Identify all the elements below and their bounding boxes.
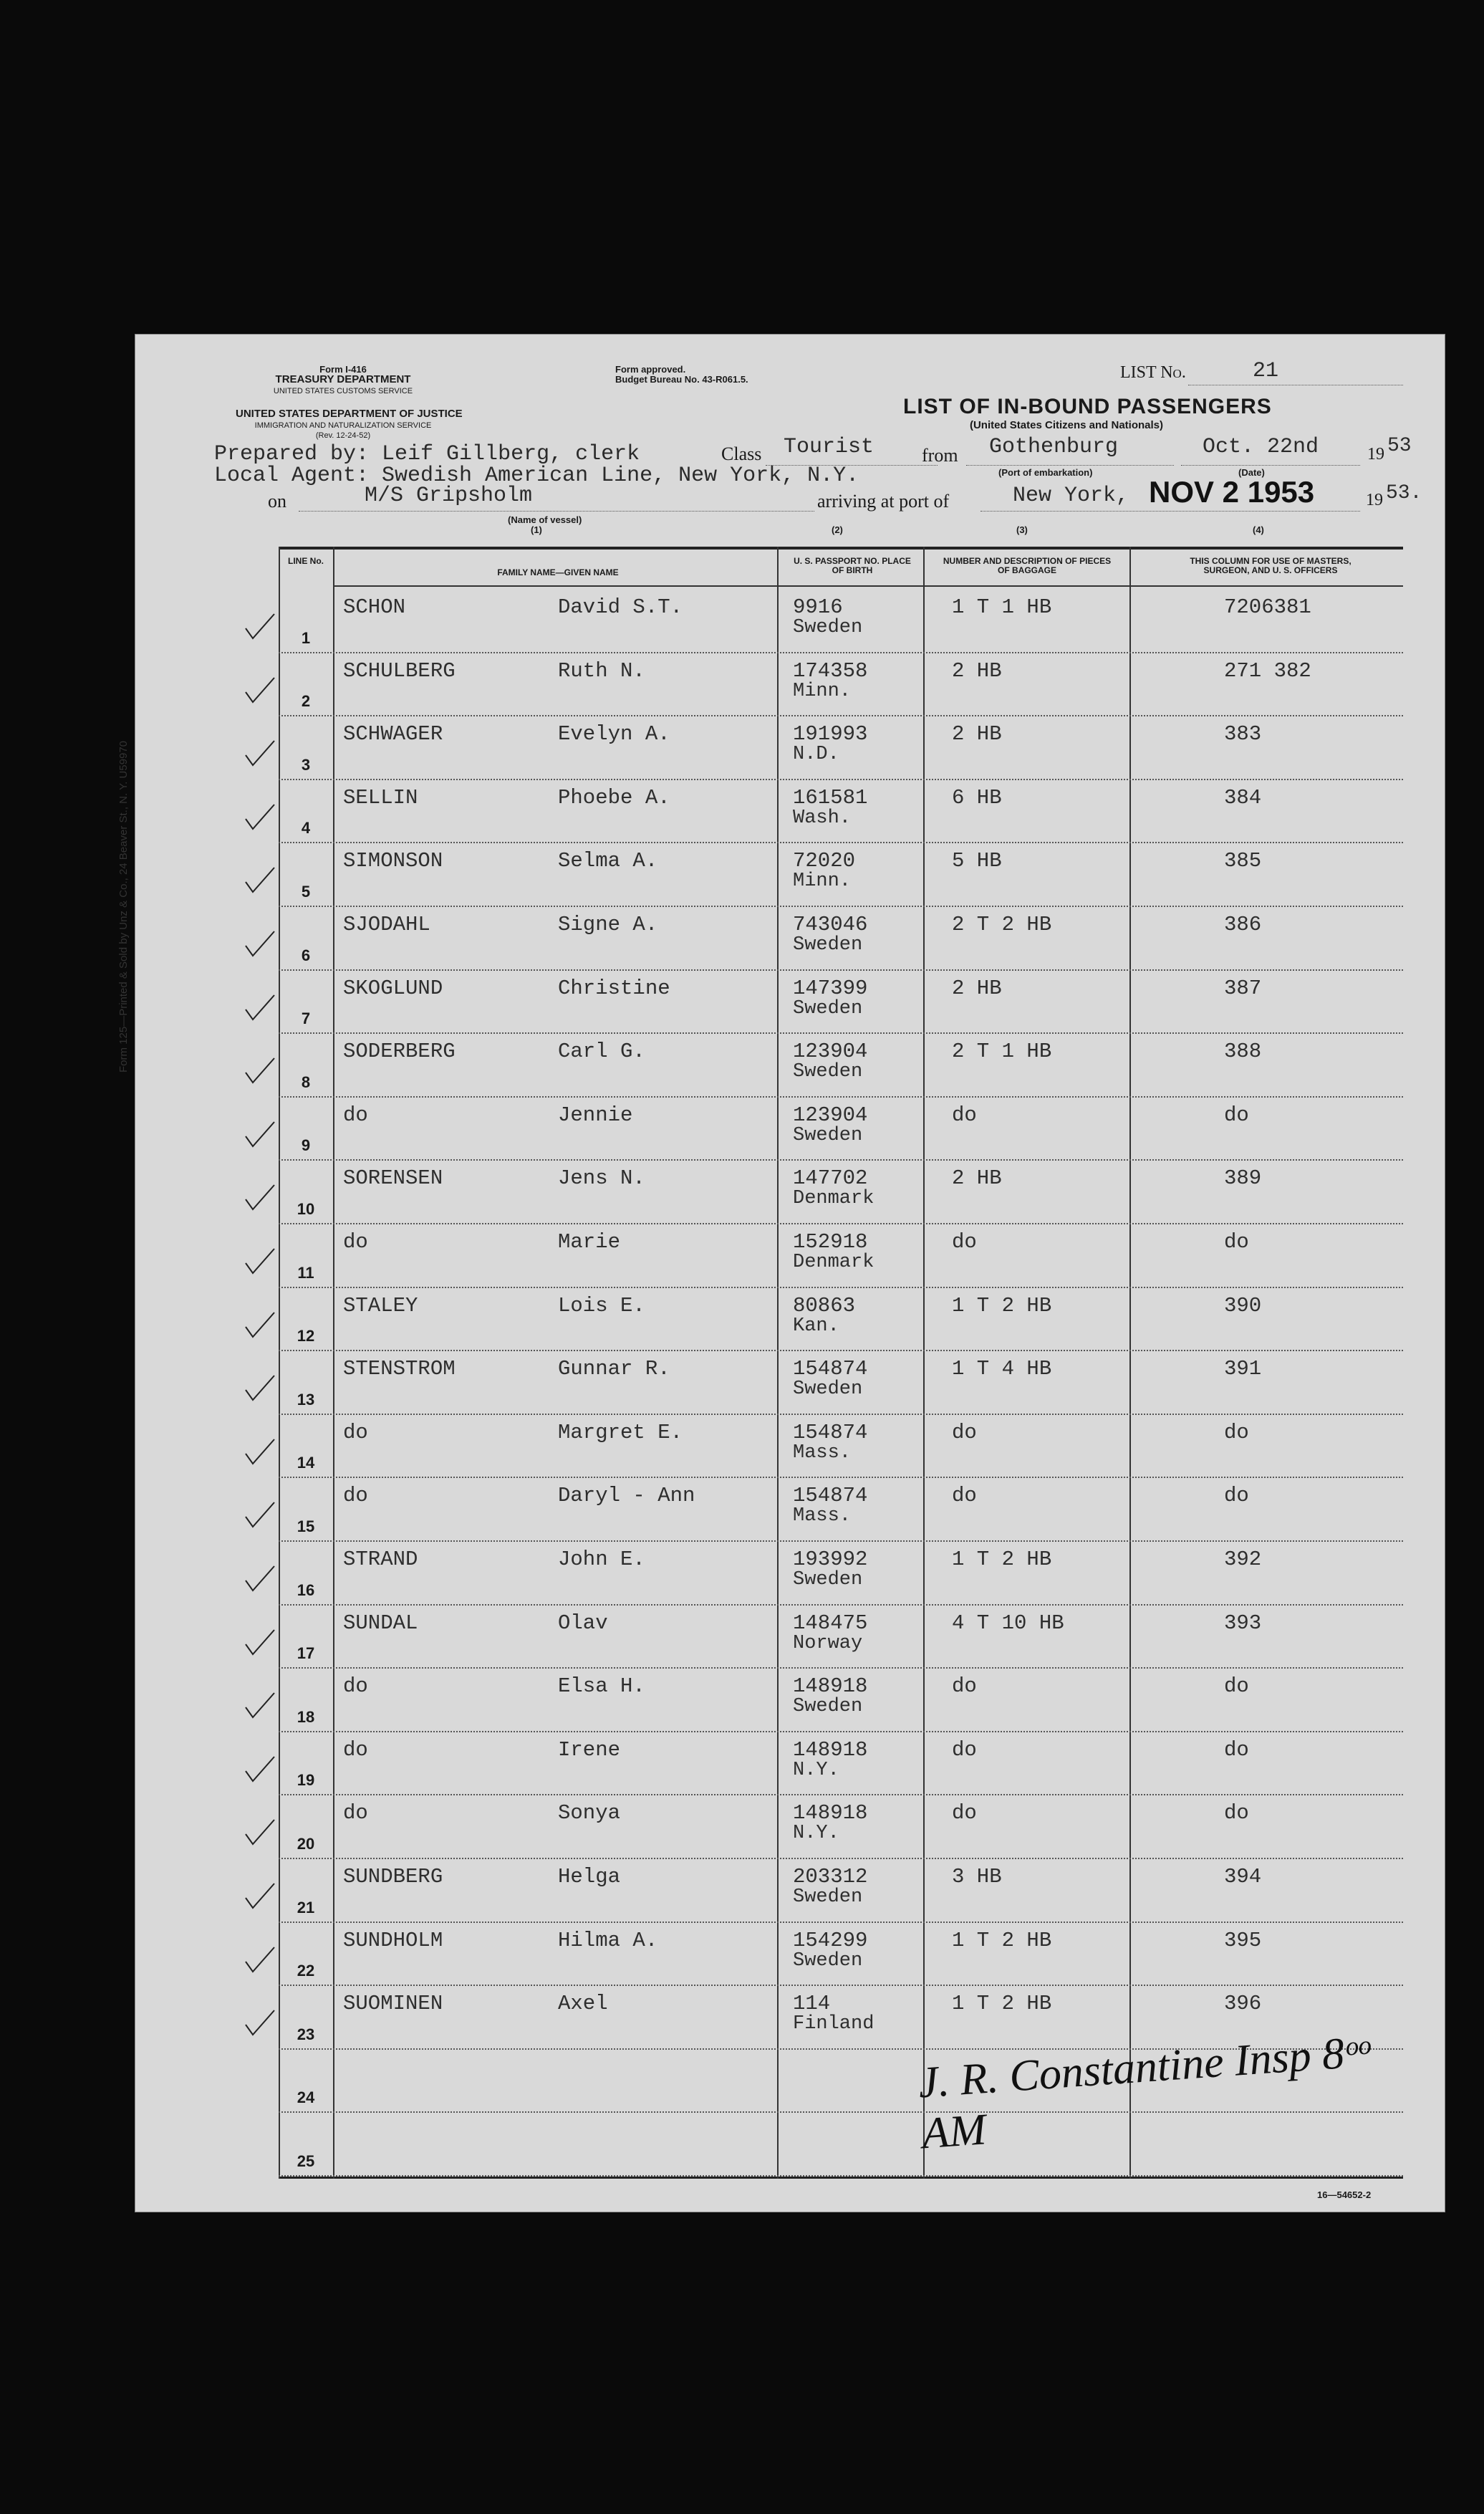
officer-number: do: [1224, 1230, 1249, 1254]
passport-number: 154874: [793, 1484, 868, 1508]
line-number: 24: [297, 2088, 315, 2107]
arrival-year-prefix: 19: [1366, 491, 1383, 509]
place-of-birth: Sweden: [793, 997, 863, 1019]
col-header-name: FAMILY NAME—GIVEN NAME: [497, 567, 619, 577]
passport-number: 154299: [793, 1928, 868, 1952]
passport-number: 161581: [793, 785, 868, 810]
place-of-birth: Wash.: [793, 807, 852, 829]
passport-number: 123904: [793, 1103, 868, 1127]
line-number: 9: [301, 1136, 311, 1155]
check-mark-icon: [243, 2006, 277, 2040]
officer-number: do: [1224, 1420, 1249, 1444]
family-name: SCHWAGER: [343, 722, 443, 747]
inspector-signature: J. R. Constantine Insp 8ᵒᵒ AM: [917, 2027, 1372, 2159]
embarkation-port: Gothenburg: [989, 435, 1119, 459]
table-row: [279, 588, 1403, 653]
check-mark-icon: [243, 1054, 277, 1088]
table-row: [279, 652, 1403, 717]
officer-number: 7206381: [1224, 595, 1311, 619]
vessel-name: M/S Gripsholm: [365, 484, 533, 508]
given-name: Sonya: [558, 1801, 621, 1825]
check-mark-icon: [243, 673, 277, 708]
line-number: 1: [301, 628, 311, 647]
family-name: SCHON: [343, 595, 406, 619]
officer-number: 384: [1224, 785, 1262, 810]
list-no-label: LIST No.: [1120, 363, 1186, 382]
place-of-birth: Minn.: [793, 680, 852, 702]
place-of-birth: Denmark: [793, 1188, 874, 1210]
check-mark-icon: [243, 737, 277, 771]
passport-number: 191993: [793, 722, 868, 747]
family-name: STENSTROM: [343, 1357, 456, 1381]
col-header-passport: U. S. PASSPORT NO. PLACE OF BIRTH: [794, 556, 911, 575]
check-mark-icon: [243, 1244, 277, 1279]
family-name: do: [343, 1674, 368, 1699]
family-name: STALEY: [343, 1293, 418, 1318]
line-number: 15: [297, 1517, 315, 1535]
baggage: do: [952, 1103, 977, 1127]
officer-number: 383: [1224, 722, 1262, 747]
line-number: 19: [297, 1771, 315, 1790]
given-name: Signe A.: [558, 913, 658, 936]
officer-number: 389: [1224, 1166, 1262, 1191]
port-embark-caption: (Port of embarkation): [998, 467, 1093, 478]
given-name: Jennie: [558, 1103, 633, 1127]
line-number: 12: [297, 1327, 315, 1345]
line-number: 4: [301, 819, 311, 838]
line-number: 2: [301, 692, 311, 711]
arrival-year: 53.: [1386, 482, 1422, 504]
given-name: Lois E.: [558, 1293, 645, 1318]
form-number: Form I-416: [319, 364, 367, 375]
officer-number: 271 382: [1224, 658, 1311, 683]
check-mark-icon: [243, 1689, 277, 1723]
given-name: Marie: [558, 1230, 621, 1254]
table-row: [279, 1604, 1403, 1669]
given-name: Gunnar R.: [558, 1357, 670, 1381]
from-label: from: [922, 445, 958, 466]
family-name: SIMONSON: [343, 849, 443, 873]
table-row: [279, 969, 1403, 1035]
class-value: Tourist: [784, 435, 874, 459]
col-caption-1: (1): [531, 524, 542, 535]
table-row: [279, 1032, 1403, 1098]
table-row: [279, 1922, 1403, 1987]
baggage: 2 HB: [952, 658, 1002, 683]
col-caption-4: (4): [1253, 524, 1264, 535]
family-name: SUOMINEN: [343, 1992, 443, 2016]
table-row: [279, 1223, 1403, 1288]
line-number: 20: [297, 1834, 315, 1853]
baggage: 1 T 2 HB: [952, 1992, 1052, 2016]
baggage: do: [952, 1674, 977, 1699]
line-number: 13: [297, 1390, 315, 1409]
passport-number: 9916: [793, 595, 843, 619]
col-caption-3: (3): [1016, 524, 1028, 535]
given-name: Helga: [558, 1865, 621, 1889]
baggage: 2 T 2 HB: [952, 913, 1052, 936]
passport-number: 154874: [793, 1420, 868, 1444]
date-year: 53: [1387, 435, 1412, 457]
passport-number: 174358: [793, 658, 868, 683]
table-row: [279, 1667, 1403, 1732]
given-name: Selma A.: [558, 849, 658, 873]
given-name: Carl G.: [558, 1040, 645, 1064]
table-row: [279, 1096, 1403, 1161]
table-row: [279, 1731, 1403, 1796]
place-of-birth: Denmark: [793, 1252, 874, 1273]
check-mark-icon: [243, 863, 277, 898]
check-mark-icon: [243, 800, 277, 835]
baggage: 3 HB: [952, 1865, 1002, 1889]
local-agent: Local Agent: Swedish American Line, New York, N.Y.: [214, 464, 859, 488]
line-number: 21: [297, 1898, 315, 1916]
check-mark-icon: [243, 1308, 277, 1343]
line-number: 22: [297, 1962, 315, 1980]
line-number: 7: [301, 1009, 311, 1028]
place-of-birth: Finland: [793, 2013, 874, 2035]
family-name: SJODAHL: [343, 913, 430, 936]
given-name: Phoebe A.: [558, 785, 670, 810]
prepared-by: Prepared by: Leif Gillberg, clerk: [214, 442, 640, 466]
check-mark-icon: [243, 927, 277, 961]
line-number: 3: [301, 755, 311, 774]
family-name: do: [343, 1420, 368, 1444]
list-no-value: 21: [1253, 359, 1279, 383]
family-name: do: [343, 1801, 368, 1825]
family-name: do: [343, 1737, 368, 1762]
officer-number: 392: [1224, 1548, 1262, 1571]
check-mark-icon: [243, 1498, 277, 1532]
given-name: David S.T.: [558, 595, 683, 619]
baggage: 5 HB: [952, 849, 1002, 873]
officer-number: do: [1224, 1484, 1249, 1508]
ins-label: IMMIGRATION AND NATURALIZATION SERVICE: [254, 421, 432, 430]
line-number: 23: [297, 2025, 315, 2043]
customs-service: UNITED STATES CUSTOMS SERVICE: [273, 387, 413, 395]
table-row: [279, 1287, 1403, 1352]
passport-number: 743046: [793, 913, 868, 936]
budget-bureau-no: Budget Bureau No. 43-R061.5.: [615, 374, 748, 385]
given-name: Daryl - Ann: [558, 1484, 695, 1508]
family-name: SCHULBERG: [343, 658, 456, 683]
place-of-birth: Sweden: [793, 1061, 863, 1083]
arriving-label: arriving at port of: [817, 491, 950, 512]
on-label: on: [268, 491, 286, 512]
given-name: Jens N.: [558, 1166, 645, 1191]
family-name: do: [343, 1103, 368, 1127]
line-number: 10: [297, 1199, 315, 1218]
table-row: [279, 1414, 1403, 1479]
family-name: SUNDHOLM: [343, 1928, 443, 1952]
given-name: Irene: [558, 1737, 621, 1762]
place-of-birth: Sweden: [793, 1378, 863, 1401]
given-name: Elsa H.: [558, 1674, 645, 1699]
check-mark-icon: [243, 1562, 277, 1596]
line-number: 5: [301, 882, 311, 901]
family-name: do: [343, 1484, 368, 1508]
manifest-page: [117, 334, 1445, 2212]
passport-number: 203312: [793, 1865, 868, 1889]
check-mark-icon: [243, 1943, 277, 1977]
baggage: 2 T 1 HB: [952, 1040, 1052, 1064]
baggage: 2 HB: [952, 722, 1002, 747]
line-number: 6: [301, 946, 311, 964]
page-subtitle: (United States Citizens and Nationals): [969, 419, 1164, 431]
col-header-officers: THIS COLUMN FOR USE OF MASTERS, SURGEON, AND U. S. OFFICERS: [1190, 556, 1352, 575]
baggage: 1 T 4 HB: [952, 1357, 1052, 1381]
place-of-birth: N.Y.: [793, 1823, 839, 1845]
col-caption-2: (2): [832, 524, 843, 535]
officer-number: 393: [1224, 1611, 1262, 1635]
table-row: [279, 1477, 1403, 1542]
officer-number: 395: [1224, 1928, 1262, 1952]
passport-number: 193992: [793, 1548, 868, 1571]
place-of-birth: Minn.: [793, 870, 852, 893]
place-of-birth: Mass.: [793, 1505, 852, 1527]
table-row: [279, 715, 1403, 780]
place-of-birth: N.D.: [793, 744, 839, 766]
family-name: SKOGLUND: [343, 976, 443, 1000]
passport-number: 147399: [793, 976, 868, 1000]
table-row: [279, 1159, 1403, 1224]
officer-number: 388: [1224, 1040, 1262, 1064]
place-of-birth: Sweden: [793, 1886, 863, 1908]
baggage: do: [952, 1484, 977, 1508]
baggage: 2 HB: [952, 1166, 1002, 1191]
check-mark-icon: [243, 1435, 277, 1469]
passport-number: 148475: [793, 1611, 868, 1635]
given-name: Olav: [558, 1611, 608, 1635]
officer-number: do: [1224, 1801, 1249, 1825]
passport-number: 148918: [793, 1737, 868, 1762]
officer-number: do: [1224, 1674, 1249, 1699]
check-mark-icon: [243, 1752, 277, 1787]
arrival-port: New York,: [1013, 484, 1129, 508]
line-number: 11: [297, 1263, 314, 1282]
passport-number: 148918: [793, 1674, 868, 1699]
check-mark-icon: [243, 991, 277, 1025]
doj-label: UNITED STATES DEPARTMENT OF JUSTICE: [236, 408, 463, 420]
family-name: do: [343, 1230, 368, 1254]
page-title: LIST OF IN-BOUND PASSENGERS: [903, 395, 1272, 418]
baggage: 4 T 10 HB: [952, 1611, 1064, 1635]
treasury-dept: TREASURY DEPARTMENT: [275, 373, 411, 385]
class-label: Class: [721, 443, 762, 464]
table-row: [279, 906, 1403, 971]
place-of-birth: N.Y.: [793, 1759, 839, 1781]
date-year-prefix: 19: [1367, 445, 1384, 464]
officer-number: 394: [1224, 1865, 1262, 1889]
check-mark-icon: [243, 1879, 277, 1914]
baggage: 6 HB: [952, 785, 1002, 810]
printer-imprint: Form 125—Printed & Sold by Unz & Co., 24 Beaver St., N. Y. U59970: [117, 740, 130, 1073]
officer-number: 391: [1224, 1357, 1262, 1381]
place-of-birth: Kan.: [793, 1315, 839, 1337]
given-name: Ruth N.: [558, 658, 645, 683]
table-row: [279, 779, 1403, 844]
passenger-table: [279, 547, 1403, 2179]
check-mark-icon: [243, 1371, 277, 1406]
baggage: do: [952, 1801, 977, 1825]
line-number: 8: [301, 1073, 311, 1091]
table-row: [279, 1350, 1403, 1415]
baggage: 1 T 2 HB: [952, 1548, 1052, 1571]
place-of-birth: Sweden: [793, 1949, 863, 1972]
table-row: [279, 1858, 1403, 1923]
officer-number: 390: [1224, 1293, 1262, 1318]
baggage: 2 HB: [952, 976, 1002, 1000]
officer-number: 396: [1224, 1992, 1262, 2016]
vessel-caption: (Name of vessel): [508, 514, 582, 525]
revision-date: (Rev. 12-24-52): [315, 431, 371, 440]
check-mark-icon: [243, 1181, 277, 1215]
family-name: SORENSEN: [343, 1166, 443, 1191]
table-row: [279, 842, 1403, 907]
given-name: Christine: [558, 976, 670, 1000]
baggage: 1 T 2 HB: [952, 1293, 1052, 1318]
place-of-birth: Sweden: [793, 934, 863, 956]
given-name: John E.: [558, 1548, 645, 1571]
line-number: 25: [297, 2151, 315, 2170]
passport-number: 72020: [793, 849, 856, 873]
place-of-birth: Mass.: [793, 1441, 852, 1464]
embarkation-date: Oct. 22nd: [1203, 435, 1319, 459]
arrival-date-stamp: NOV 2 1953: [1149, 475, 1315, 509]
passport-number: 148918: [793, 1801, 868, 1825]
table-row: [279, 1794, 1403, 1859]
line-number: 14: [297, 1454, 315, 1472]
family-name: SELLIN: [343, 785, 418, 810]
family-name: SODERBERG: [343, 1040, 456, 1064]
family-name: STRAND: [343, 1548, 418, 1571]
passport-number: 147702: [793, 1166, 868, 1191]
passport-number: 80863: [793, 1293, 856, 1318]
place-of-birth: Sweden: [793, 1569, 863, 1591]
date-caption: (Date): [1238, 467, 1265, 478]
line-number: 18: [297, 1707, 315, 1726]
baggage: do: [952, 1737, 977, 1762]
given-name: Hilma A.: [558, 1928, 658, 1952]
place-of-birth: Sweden: [793, 1124, 863, 1146]
place-of-birth: Sweden: [793, 617, 863, 638]
check-mark-icon: [243, 1626, 277, 1660]
check-mark-icon: [243, 1118, 277, 1152]
table-row: [279, 1540, 1403, 1606]
line-number: 16: [297, 1580, 315, 1599]
given-name: Margret E.: [558, 1420, 683, 1444]
family-name: SUNDAL: [343, 1611, 418, 1635]
family-name: SUNDBERG: [343, 1865, 443, 1889]
baggage: 1 T 1 HB: [952, 595, 1052, 619]
baggage: do: [952, 1230, 977, 1254]
check-mark-icon: [243, 610, 277, 644]
passport-number: 152918: [793, 1230, 868, 1254]
given-name: Axel: [558, 1992, 608, 2016]
given-name: Evelyn A.: [558, 722, 670, 747]
officer-number: 385: [1224, 849, 1262, 873]
officer-number: 386: [1224, 913, 1262, 936]
col-header-line-no: LINE No.: [288, 556, 324, 566]
col-header-baggage: NUMBER AND DESCRIPTION OF PIECES OF BAGGAGE: [943, 556, 1112, 575]
form-approved: Form approved.: [615, 364, 686, 375]
place-of-birth: Sweden: [793, 1696, 863, 1718]
place-of-birth: Norway: [793, 1632, 863, 1654]
baggage: do: [952, 1420, 977, 1444]
officer-number: do: [1224, 1103, 1249, 1127]
check-mark-icon: [243, 1815, 277, 1850]
passport-number: 123904: [793, 1040, 868, 1064]
officer-number: 387: [1224, 976, 1262, 1000]
line-number: 17: [297, 1644, 315, 1663]
baggage: 1 T 2 HB: [952, 1928, 1052, 1952]
passport-number: 114: [793, 1992, 831, 2016]
officer-number: do: [1224, 1737, 1249, 1762]
footer-code: 16—54652-2: [1317, 2189, 1372, 2200]
passport-number: 154874: [793, 1357, 868, 1381]
